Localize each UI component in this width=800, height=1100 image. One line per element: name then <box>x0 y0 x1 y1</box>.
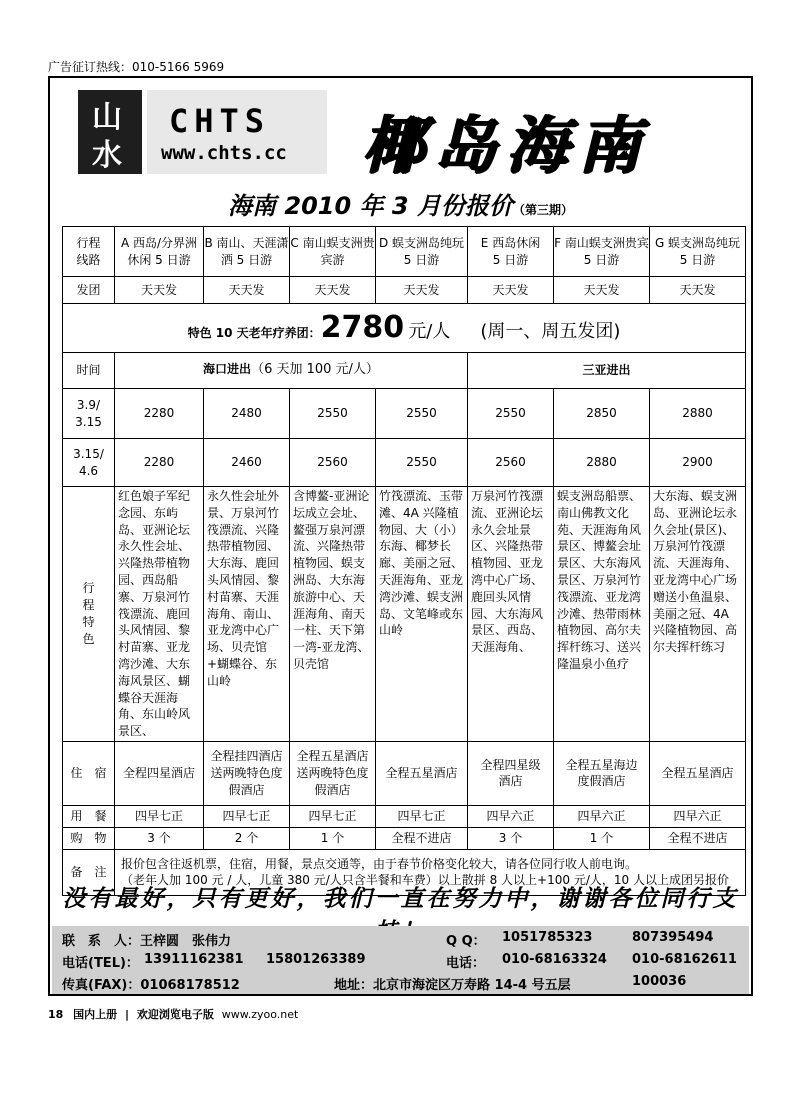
footer-url[interactable]: www.zyoo.net <box>221 1008 299 1021</box>
tel-number-2[interactable]: 15801263389 <box>266 952 366 967</box>
date-end: 3.15 <box>75 414 102 429</box>
section-name: 国内上册 <box>73 1008 118 1021</box>
price-table <box>62 226 746 896</box>
features-label: 行程特色 <box>63 487 115 742</box>
departure-cell: 天天发 <box>650 277 746 304</box>
special-tour-schedule: (周一、周五发团) <box>480 321 621 342</box>
meals-cell: 四早七正 <box>115 805 204 827</box>
lodging-f: 全程五星海边度假酒店 <box>554 741 650 805</box>
price-cell: 2900 <box>650 439 746 487</box>
brand-url[interactable]: www.chts.cc <box>161 142 287 164</box>
special-tour <box>63 304 746 353</box>
departure-row <box>63 277 746 304</box>
departure-cell: 天天发 <box>115 277 204 304</box>
shopping-cell: 全程不进店 <box>376 827 468 849</box>
date-start: 3.15/ <box>73 446 104 461</box>
meals-cell: 四早六正 <box>468 805 554 827</box>
features-a: 红色娘子军纪念园、东屿岛、亚洲论坛永久性会址、兴隆热带植物园、西岛船寨、万泉河竹筏漂流、鹿回头风情园、黎村苗寨、亚龙湾沙滩、大东海风景区、蝴蝶谷天涯海角、东山岭风景区、 <box>115 487 204 742</box>
shopping-cell: 全程不进店 <box>650 827 746 849</box>
lodging-e: 全程四星级酒店 <box>468 741 554 805</box>
meals-cell: 四早六正 <box>650 805 746 827</box>
shopping-cell: 1 个 <box>554 827 650 849</box>
features-g: 大东海、蜈支洲岛、亚洲论坛永久会址(景区)、万泉河竹筏漂流、天涯海角、亚龙湾中心广场赠送小鱼温泉、美丽之冠、4A 兴隆植物园、高尔夫挥杆练习 <box>650 487 746 742</box>
phone-number-2[interactable]: 010-68162611 <box>632 952 737 967</box>
tel-label: 电话(TEL)： <box>62 956 139 971</box>
time-label: 时间 <box>63 353 115 389</box>
price-cell: 2850 <box>554 389 650 439</box>
route-g: G 蜈支洲岛纯玩 5 日游 <box>650 227 746 277</box>
price-cell: 2550 <box>290 389 376 439</box>
advertisement-frame <box>48 76 753 996</box>
special-tour-price: 2780 <box>320 310 405 345</box>
price-row <box>63 389 746 439</box>
lodging-label: 住 宿 <box>63 741 115 805</box>
logo-mark <box>78 90 142 174</box>
qq-number-1[interactable]: 1051785323 <box>502 930 593 945</box>
phone-label: 电话： <box>446 956 486 971</box>
headline: 椰岛海南 <box>362 109 651 182</box>
ad-hotline: 广告征订热线：010-5166 5969 <box>48 60 225 74</box>
route-row <box>63 227 746 277</box>
departure-cell: 天天发 <box>290 277 376 304</box>
haikou-header <box>115 353 468 389</box>
address: 地址：北京市海淀区万寿路 14-4 号五层 <box>334 978 571 993</box>
remark-line-1: 报价包含往返机票，住宿，用餐，景点交通等，由于春节价格变化较大，请各位同行收人前电询。 <box>121 856 638 871</box>
meals-cell: 四早七正 <box>290 805 376 827</box>
lodging-row <box>63 741 746 805</box>
lodging-a: 全程四星酒店 <box>115 741 204 805</box>
features-d: 竹筏漂流、玉带滩、4A 兴隆植物园、大（小）东海、椰梦长廊、美丽之冠、天涯海角、亚龙湾沙滩、蜈支洲岛、文笔峰或东山岭 <box>376 487 468 742</box>
meals-row <box>63 805 746 827</box>
price-cell: 2280 <box>115 389 204 439</box>
route-d: D 蜈支洲岛纯玩 5 日游 <box>376 227 468 277</box>
lodging-d: 全程五星酒店 <box>376 741 468 805</box>
price-cell: 2550 <box>468 389 554 439</box>
contact-block <box>52 926 749 994</box>
meals-cell: 四早七正 <box>204 805 290 827</box>
issue-number: （第三期） <box>512 203 573 217</box>
price-cell: 2560 <box>468 439 554 487</box>
route-e: E 西岛休闲5 日游 <box>468 227 554 277</box>
departure-cell: 天天发 <box>204 277 290 304</box>
special-tour-text: 特色 10 天老年疗养团： <box>187 326 321 340</box>
features-e: 万泉河竹筏漂流、亚洲论坛永久会址景区、兴隆热带植物园、亚龙湾中心广场、鹿回头风情园、大东海风景区、西岛、天涯海角、 <box>468 487 554 742</box>
logo-char-shui: 水 <box>92 138 122 173</box>
departure-cell: 天天发 <box>554 277 650 304</box>
brand-block <box>147 90 327 174</box>
features-c: 含博鳌-亚洲论坛成立会址、鳌强万泉河漂流、兴隆热带植物园、蜈支洲岛、大东海旅游中心、天涯海角、南天一柱、天下第一湾-亚龙湾、贝壳馆 <box>290 487 376 742</box>
shopping-cell: 3 个 <box>115 827 204 849</box>
lodging-c: 全程五星酒店送两晚特色度假酒店 <box>290 741 376 805</box>
meals-label: 用 餐 <box>63 805 115 827</box>
tel-number-1[interactable]: 13911162381 <box>144 952 244 967</box>
lodging-g: 全程五星酒店 <box>650 741 746 805</box>
contact-people: 联 系 人：王梓圆 张伟力 <box>62 934 232 949</box>
price-cell: 2480 <box>204 389 290 439</box>
price-cell: 2550 <box>376 389 468 439</box>
shopping-cell: 3 个 <box>468 827 554 849</box>
features-f: 蜈支洲岛船票、南山佛教文化苑、天涯海角风景区、博鳌会址景区、大东海风景区、万泉河竹筏漂流、亚龙湾沙滩、热带雨林植物园、高尔夫挥杆练习、送兴隆温泉小鱼疗 <box>554 487 650 742</box>
page-number: 18 <box>48 1008 64 1021</box>
price-cell: 2880 <box>650 389 746 439</box>
date-start: 3.9/ <box>76 397 101 412</box>
sanya-header: 三亚进出 <box>468 353 746 389</box>
date-range <box>63 439 115 487</box>
price-cell: 2550 <box>376 439 468 487</box>
footer-separator: | <box>125 1008 130 1021</box>
lodging-b: 全程挂四酒店送两晚特色度假酒店 <box>204 741 290 805</box>
page-footer <box>48 1006 298 1022</box>
price-cell: 2460 <box>204 439 290 487</box>
route-c: C 南山蜈支洲贵宾游 <box>290 227 376 277</box>
special-tour-row <box>63 304 746 353</box>
remark-line-2: （老年人加 100 元 / 人，儿童 380 元/人只含半餐和车费）以上散拼 8 人以上+100 元/人，10 人以上成团另报价 <box>121 873 729 888</box>
qq-label: Q Q： <box>446 934 486 949</box>
fax: 传真(FAX)：01068178512 <box>62 978 240 993</box>
features-b: 永久性会址外景、万泉河竹筏漂流、兴隆热带植物园、大东海、鹿回头风情园、黎村苗寨、天涯海角、南山、亚龙湾中心广场、贝壳馆+蝴蝶谷、东山岭 <box>204 487 290 742</box>
route-b: B 南山、天涯潇洒 5 日游 <box>204 227 290 277</box>
departure-cell: 天天发 <box>376 277 468 304</box>
route-f: F 南山蜈支洲贵宾 5 日游 <box>554 227 650 277</box>
price-title-main: 海南 2010 年 3 月份报价 <box>228 192 513 220</box>
qq-number-2[interactable]: 807395494 <box>632 930 714 945</box>
shopping-row <box>63 827 746 849</box>
route-label: 行程线路 <box>63 227 115 277</box>
route-a: A 西岛/分界洲休闲 5 日游 <box>115 227 204 277</box>
price-cell: 2280 <box>115 439 204 487</box>
haikou-title: 海口进出 <box>203 362 252 377</box>
date-end: 4.6 <box>78 463 99 478</box>
footer-note: 欢迎浏览电子版 <box>136 1008 214 1021</box>
shopping-cell: 2 个 <box>204 827 290 849</box>
special-tour-unit: 元/人 <box>408 321 451 342</box>
zip-code: 100036 <box>632 974 687 989</box>
remarks-label: 备 注 <box>63 849 115 895</box>
price-title <box>50 186 751 221</box>
haikou-note: （6 天加 100 元/人） <box>251 362 379 378</box>
meals-cell: 四早六正 <box>554 805 650 827</box>
logo-char-shan: 山 <box>92 100 122 135</box>
price-cell: 2560 <box>290 439 376 487</box>
features-row <box>63 487 746 742</box>
date-range <box>63 389 115 439</box>
brand-name: CHTS <box>169 102 271 140</box>
price-cell: 2880 <box>554 439 650 487</box>
shopping-label: 购 物 <box>63 827 115 849</box>
meals-cell: 四早七正 <box>376 805 468 827</box>
departure-label: 发团 <box>63 277 115 304</box>
departure-cell: 天天发 <box>468 277 554 304</box>
slogan: 没有最好，只有更好，我们一直在努力中，谢谢各位同行支 <box>62 885 739 912</box>
price-row <box>63 439 746 487</box>
phone-number-1[interactable]: 010-68163324 <box>502 952 607 967</box>
shopping-cell: 1 个 <box>290 827 376 849</box>
region-row <box>63 353 746 389</box>
